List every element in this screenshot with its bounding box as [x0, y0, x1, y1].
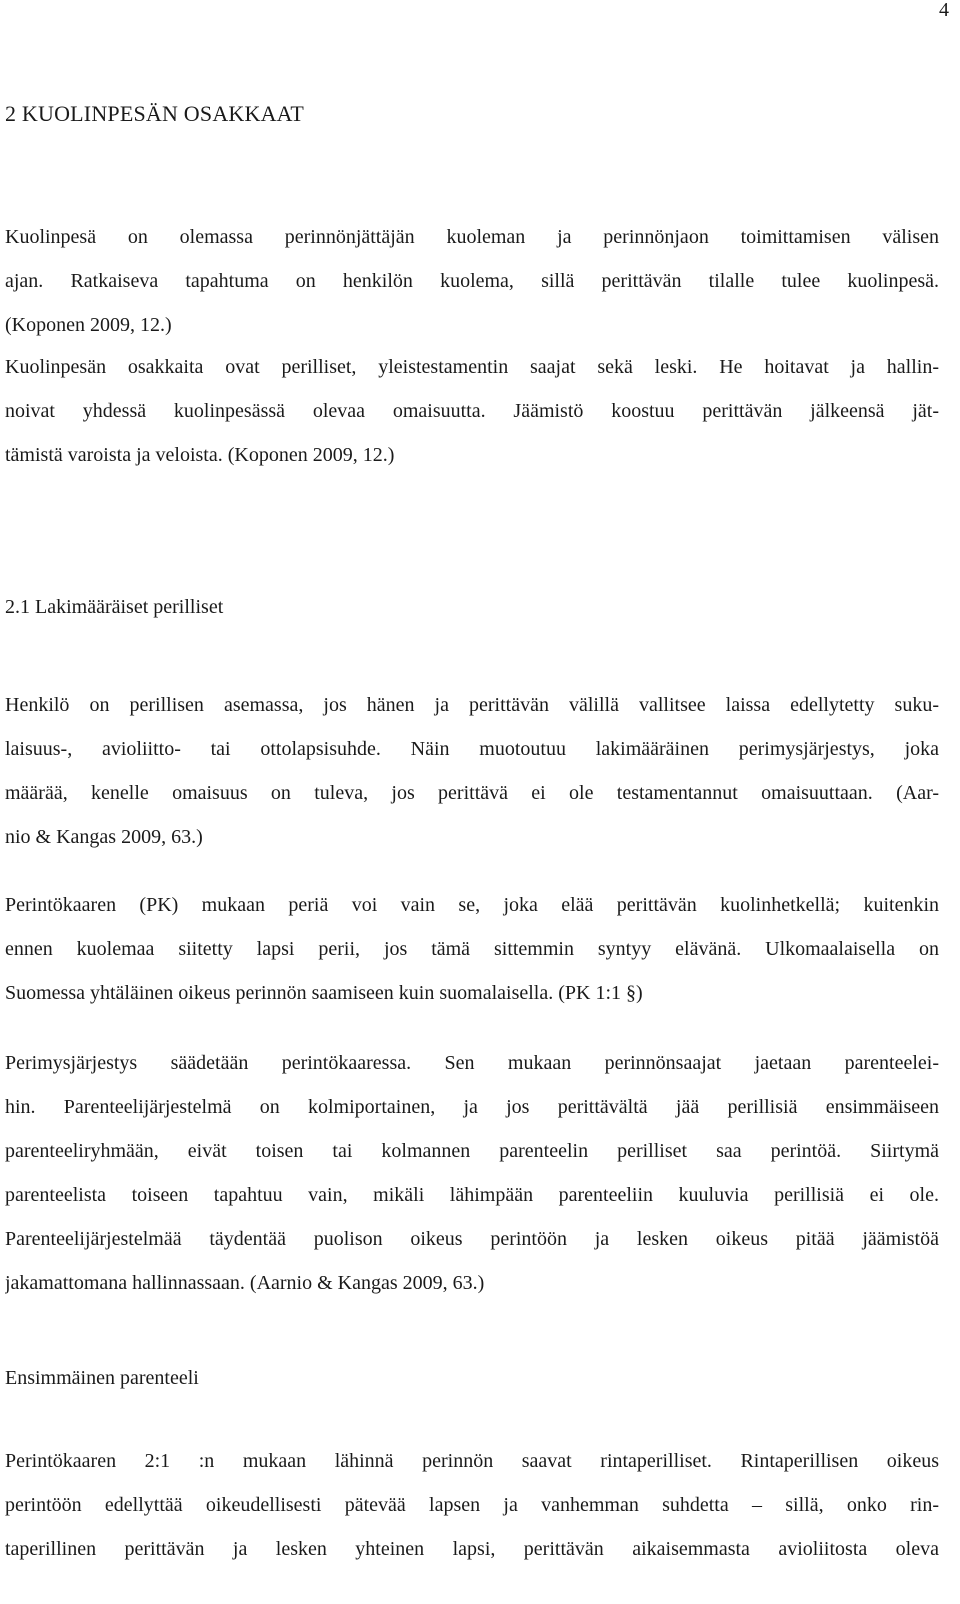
text-line: Kuolinpesän osakkaita ovat perilliset, yleistestamentin saajat sekä leski. He hoitavat ja hallin- — [5, 356, 939, 378]
text-line: määrää, kenelle omaisuus on tuleva, jos perittävä ei ole testamentannut omaisuuttaan. (Aar- — [5, 782, 939, 804]
text-line: noivat yhdessä kuolinpesässä olevaa omaisuutta. Jäämistö koostuu perittävän jälkeensä jät- — [5, 400, 939, 422]
text-line: parenteeliryhmään, eivät toisen tai kolmannen parenteelin perilliset saa perintöä. Siirtymä — [5, 1140, 939, 1162]
text-line: (Koponen 2009, 12.) — [5, 314, 172, 336]
paragraph-intro-2 — [5, 345, 939, 477]
text-line: jakamattomana hallinnassaan. (Aarnio & Kangas 2009, 63.) — [5, 1272, 485, 1294]
paragraph-section-1 — [5, 683, 939, 859]
text-line: Parenteelijärjestelmää täydentää puolison oikeus perintöön ja lesken oikeus pitää jäämistöä — [5, 1228, 939, 1250]
text-line: nio & Kangas 2009, 63.) — [5, 826, 203, 848]
subsection-heading: Ensimmäinen parenteeli — [5, 1367, 199, 1389]
section-heading: 2.1 Lakimääräiset perilliset — [5, 596, 224, 618]
text-line: Perimysjärjestys säädetään perintökaaressa. Sen mukaan perinnönsaajat jaetaan parenteelei- — [5, 1052, 939, 1074]
paragraph-section-3 — [5, 1041, 939, 1305]
text-line: taperillinen perittävän ja lesken yhteinen lapsi, perittävän aikaisemmasta avioliitosta oleva — [5, 1538, 939, 1560]
chapter-heading: 2 KUOLINPESÄN OSAKKAAT — [5, 101, 304, 126]
text-line: ajan. Ratkaiseva tapahtuma on henkilön kuolema, sillä perittävän tilalle tulee kuolinpesä. — [5, 270, 939, 292]
text-line: tämistä varoista ja veloista. (Koponen 2009, 12.) — [5, 444, 395, 466]
text-line: Suomessa yhtäläinen oikeus perinnön saamiseen kuin suomalaisella. (PK 1:1 §) — [5, 982, 643, 1004]
text-line: Perintökaaren (PK) mukaan periä voi vain se, joka elää perittävän kuolinhetkellä; kuitenkin — [5, 894, 939, 916]
text-line: perintöön edellyttää oikeudellisesti pätevää lapsen ja vanhemman suhdetta – sillä, onko rin- — [5, 1494, 939, 1516]
text-line: hin. Parenteelijärjestelmä on kolmiportainen, ja jos perittävältä jää perillisiä ensimmäiseen — [5, 1096, 939, 1118]
paragraph-section-2 — [5, 883, 939, 1015]
paragraph-intro-1 — [5, 215, 939, 347]
paragraph-subsection-1 — [5, 1439, 939, 1571]
text-line: parenteelista toiseen tapahtuu vain, mikäli lähimpään parenteeliin kuuluvia perillisiä ei ole. — [5, 1184, 939, 1206]
text-line: Perintökaaren 2:1 :n mukaan lähinnä perinnön saavat rintaperilliset. Rintaperillisen oikeus — [5, 1450, 939, 1472]
text-line: Kuolinpesä on olemassa perinnönjättäjän kuoleman ja perinnönjaon toimittamisen välisen — [5, 226, 939, 248]
page-number: 4 — [939, 0, 949, 21]
text-line: Henkilö on perillisen asemassa, jos hänen ja perittävän välillä vallitsee laissa edellytetty suku- — [5, 694, 939, 716]
text-line: ennen kuolemaa siitetty lapsi perii, jos tämä sittemmin syntyy elävänä. Ulkomaalaisella on — [5, 938, 939, 960]
text-line: laisuus-, avioliitto- tai ottolapsisuhde. Näin muotoutuu lakimääräinen perimysjärjestys, joka — [5, 738, 939, 760]
